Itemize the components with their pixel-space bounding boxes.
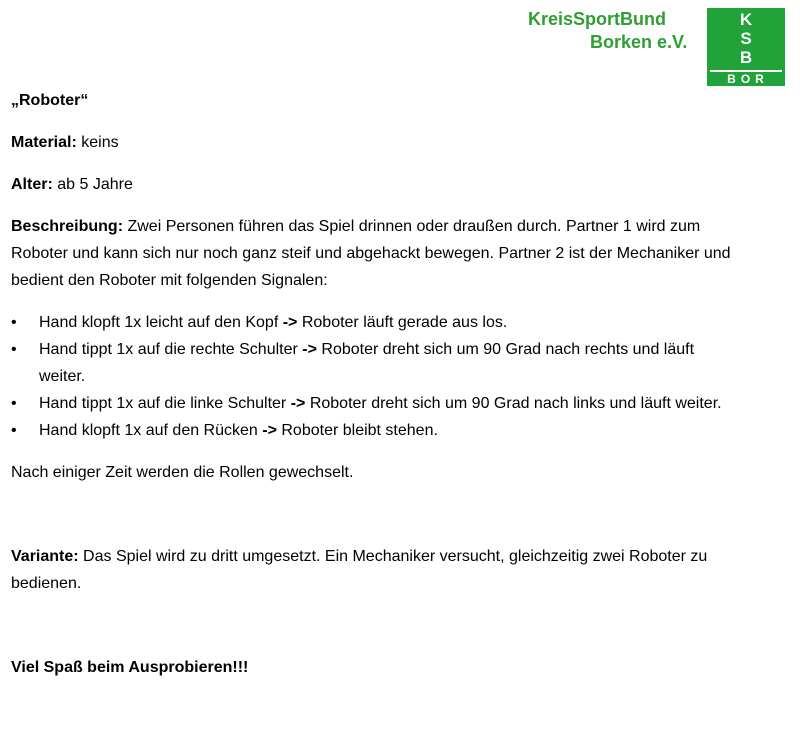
org-name-line2: Borken e.V. (590, 32, 688, 52)
signal-arrow: -> (290, 395, 306, 412)
signal-action: Hand klopft 1x auf den Rücken (39, 422, 263, 439)
switch-roles-text: Nach einiger Zeit werden die Rollen gewechselt. (11, 464, 354, 481)
variant-paragraph (11, 543, 731, 597)
material-value: keins (76, 134, 119, 151)
list-item (11, 417, 731, 444)
description-text: Zwei Personen führen das Spiel drinnen oder draußen durch. Partner 1 wird zum Roboter und kann sich nur noch ganz steif und abgehackt bewegen. Partner 2 ist der Mechaniker und bedient den Roboter mit folgenden Signalen: (11, 218, 731, 289)
list-item (11, 390, 731, 417)
bullet-icon: • (11, 395, 17, 412)
signal-result: Roboter läuft gerade aus los. (297, 314, 508, 331)
bullet-icon: • (11, 422, 17, 439)
signal-result: Roboter dreht sich um 90 Grad nach rechts und läuft weiter. (39, 341, 695, 385)
bullet-icon: • (11, 314, 17, 331)
variant-text: Das Spiel wird zu dritt umgesetzt. Ein Mechaniker versucht, gleichzeitig zwei Roboter zu bedienen. (11, 548, 708, 592)
list-item (11, 336, 731, 390)
list-item (11, 309, 731, 336)
signal-result: Roboter bleibt stehen. (276, 422, 438, 439)
signal-arrow: -> (282, 314, 298, 331)
logo-bottom-text: BOR (727, 72, 769, 86)
signal-result: Roboter dreht sich um 90 Grad nach links und läuft weiter. (305, 395, 722, 412)
org-name-line1: KreisSportBund (528, 9, 667, 29)
logo-letter-s: S (740, 29, 752, 48)
org-name (528, 8, 698, 54)
material-line (11, 129, 731, 156)
signal-list (11, 309, 731, 444)
bullet-icon: • (11, 341, 17, 358)
age-label: Alter: (11, 176, 53, 193)
logo-letter-k: K (739, 10, 753, 29)
closing-text: Viel Spaß beim Ausprobieren!!! (11, 659, 249, 676)
signal-action: Hand tippt 1x auf die rechte Schulter (39, 341, 303, 358)
signal-arrow: -> (262, 422, 277, 439)
description-label: Beschreibung: (11, 218, 124, 235)
age-line (11, 171, 731, 198)
age-value: ab 5 Jahre (52, 176, 133, 193)
variant-label: Variante: (11, 548, 79, 565)
signal-action: Hand klopft 1x leicht auf den Kopf (39, 314, 283, 331)
signal-arrow: -> (302, 341, 317, 358)
document-content (11, 87, 731, 681)
description-paragraph (11, 213, 731, 294)
logo-letters (707, 10, 785, 67)
logo-letter-b: B (739, 48, 753, 67)
ksb-logo (707, 8, 785, 86)
signal-action: Hand tippt 1x auf die linke Schulter (39, 395, 291, 412)
game-title: „Roboter“ (11, 92, 89, 109)
material-label: Material: (11, 134, 77, 151)
